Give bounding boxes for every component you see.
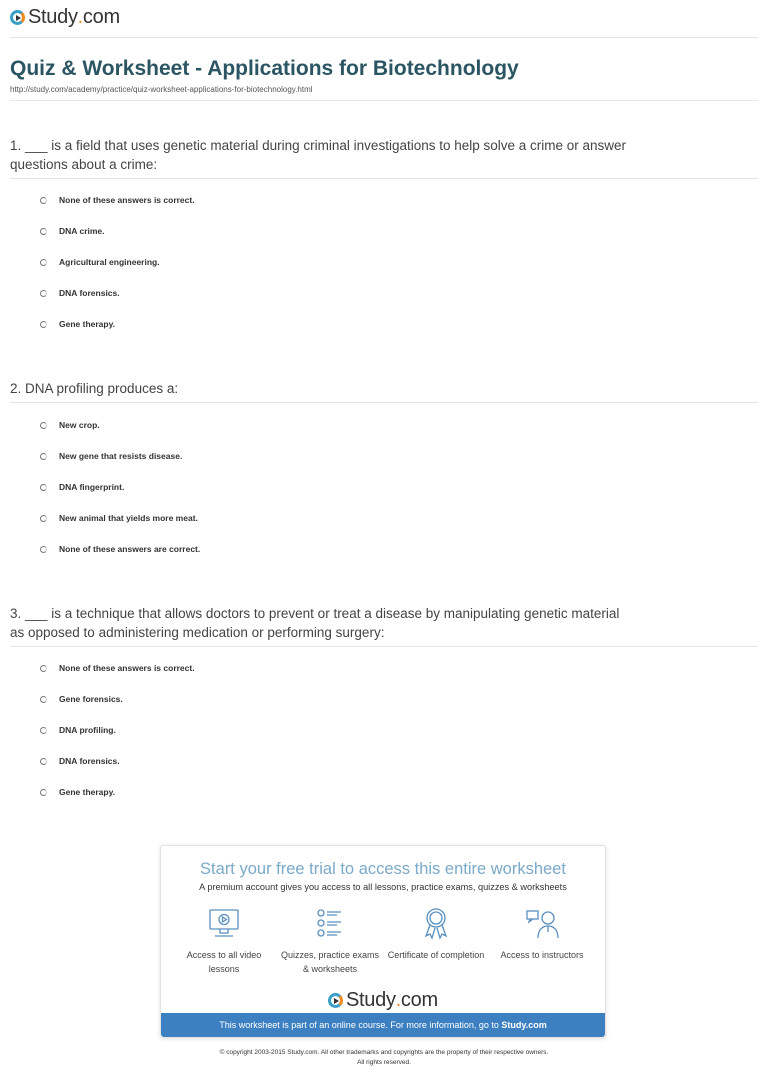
question-3: 3. ___ is a technique that allows doctors to prevent or treat a disease by manipulating genetic material as opposed to administering medication or performing surgery: xyxy=(10,606,620,640)
radio-button[interactable] xyxy=(40,228,47,235)
promo-heading: Start your free trial to access this entire worksheet xyxy=(200,860,566,878)
answer-option[interactable]: New crop. xyxy=(40,420,100,430)
radio-button[interactable] xyxy=(40,259,47,266)
answer-option[interactable]: New gene that resists disease. xyxy=(40,451,182,461)
answer-option[interactable]: Gene therapy. xyxy=(40,787,115,797)
study-logo[interactable]: Study . com xyxy=(10,6,120,29)
answer-option[interactable]: Gene forensics. xyxy=(40,694,123,704)
answer-option[interactable]: None of these answers is correct. xyxy=(40,195,195,205)
radio-button[interactable] xyxy=(40,422,47,429)
promo-subheading: A premium account gives you access to all lessons, practice exams, quizzes & worksheets xyxy=(199,882,567,892)
copyright-footer: © copyright 2003-2015 Study.com. All other trademarks and copyrights are the property of their respective owners. All rights reserved. xyxy=(219,1049,549,1066)
radio-button[interactable] xyxy=(40,696,47,703)
radio-button[interactable] xyxy=(40,789,47,796)
play-icon xyxy=(328,993,343,1008)
radio-button[interactable] xyxy=(40,546,47,553)
question-2: 2. DNA profiling produces a: xyxy=(10,381,179,396)
radio-button[interactable] xyxy=(40,758,47,765)
divider xyxy=(10,646,758,647)
divider xyxy=(10,37,758,38)
radio-button[interactable] xyxy=(40,290,47,297)
certificate-icon xyxy=(419,906,453,940)
page-url: http://study.com/academy/practice/quiz-worksheet-applications-for-biotechnology.html xyxy=(10,85,313,94)
radio-button[interactable] xyxy=(40,665,47,672)
feature-quizzes: Quizzes, practice exams & worksheets xyxy=(278,906,383,976)
video-lesson-icon xyxy=(207,906,241,940)
study-link[interactable]: Study.com xyxy=(501,1020,547,1030)
radio-button[interactable] xyxy=(40,321,47,328)
answer-option[interactable]: DNA fingerprint. xyxy=(40,482,124,492)
radio-button[interactable] xyxy=(40,484,47,491)
answer-option[interactable]: Agricultural engineering. xyxy=(40,257,160,267)
answer-option[interactable]: DNA profiling. xyxy=(40,725,116,735)
answer-option[interactable]: None of these answers is correct. xyxy=(40,663,195,673)
free-trial-box xyxy=(160,845,606,1038)
study-logo-footer[interactable]: Study . com xyxy=(328,989,438,1012)
play-icon xyxy=(10,10,25,25)
feature-certificate: Certificate of completion xyxy=(384,906,489,976)
answer-option[interactable]: New animal that yields more meat. xyxy=(40,513,198,523)
answer-option[interactable]: None of these answers are correct. xyxy=(40,544,200,554)
radio-button[interactable] xyxy=(40,197,47,204)
instructor-icon xyxy=(525,906,559,940)
answer-option[interactable]: Gene therapy. xyxy=(40,319,115,329)
feature-video-lessons: Access to all video lessons xyxy=(172,906,277,976)
quiz-list-icon xyxy=(313,906,347,940)
feature-instructors: Access to instructors xyxy=(490,906,595,976)
divider xyxy=(10,100,758,101)
answer-option[interactable]: DNA forensics. xyxy=(40,288,120,298)
radio-button[interactable] xyxy=(40,515,47,522)
divider xyxy=(10,402,758,403)
divider xyxy=(10,178,758,179)
radio-button[interactable] xyxy=(40,453,47,460)
radio-button[interactable] xyxy=(40,727,47,734)
page-title: Quiz & Worksheet - Applications for Biotechnology xyxy=(10,57,519,80)
online-course-banner: This worksheet is part of an online course. For more information, go to Study.com xyxy=(161,1013,605,1037)
question-1: 1. ___ is a field that uses genetic material during criminal investigations to help solve a crime or answer questions about a crime: xyxy=(10,138,627,172)
answer-option[interactable]: DNA crime. xyxy=(40,226,105,236)
answer-option[interactable]: DNA forensics. xyxy=(40,756,120,766)
